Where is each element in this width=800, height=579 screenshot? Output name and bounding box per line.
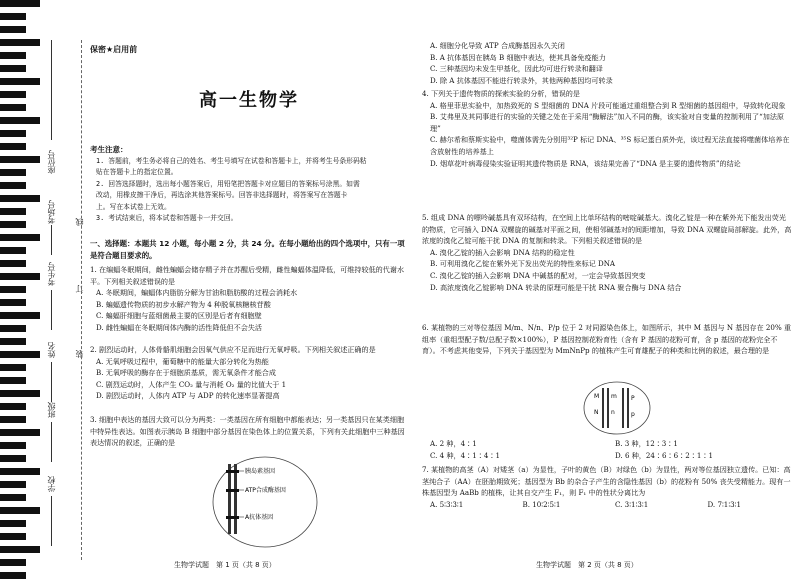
options-row <box>422 450 792 462</box>
stripe-bar <box>0 429 40 436</box>
question-1 <box>90 264 408 334</box>
exam-no-label: 考生号 <box>47 262 56 286</box>
stripe-bar <box>0 52 26 59</box>
question-stem: 7. 某植物的高茎（A）对矮茎（a）为显性，子叶的黄色（B）对绿色（b）为显性，两对等位基因独立遗传。已知：高茎纯合子（AA）在胚胎期致死；基因型为 Bb 的杂合子产生的含隐性基因（b）的花粉有 50% 丧失受精能力。现有一株基因型为 AaBb 的植株，让其自交产生 F₁，则 F₁ 中的性状分离比为 <box>422 465 791 498</box>
cell-outline <box>584 382 650 434</box>
question-stem: 2. 剧烈运动时，人体骨骼肌细胞会因氧气供应不足而进行无氧呼吸。下列相关叙述正确的是 <box>90 345 376 354</box>
options-row <box>422 499 792 511</box>
question-4 <box>422 88 792 169</box>
option-b: B. 艾弗里及其同事进行的实验的关键之处在于采用“酶解法”加入不同的酶，该实验对自变量的控制利用了“加法原理” <box>430 112 785 133</box>
stripe-bar <box>0 78 40 85</box>
option-b: B. 无氧呼吸的酶存在于细胞质基质，需无氧条件才能合成 <box>96 368 276 378</box>
option-c: C. 三种基因均未发生甲基化，因此均可进行转录和翻译 <box>430 64 603 74</box>
question-7 <box>422 464 792 510</box>
section-heading: 一、选择题：本题共 12 小题，每小题 2 分，共 24 分。在每小题给出的四个选项中，只有一项是符合题目要求的。 <box>90 239 405 260</box>
question-6 <box>422 322 792 357</box>
stripe-bar <box>0 117 40 124</box>
binding-dashed-line <box>81 40 82 560</box>
option-c: C. 3∶1∶3∶1 <box>615 499 649 509</box>
label-antibody-gene: A抗体基因 <box>245 514 274 521</box>
stripe-bar <box>0 312 40 319</box>
class-line <box>51 422 52 462</box>
gene-band-2 <box>226 489 239 492</box>
bind-char-xian: 线 <box>75 218 84 226</box>
room-no-label: 考场号 <box>47 200 56 224</box>
question-stem: 3. 细胞中表达的基因大致可以分为两类：一类基因在所有细胞中都能表达；另一类基因只在某类细胞中特异性表达。如图表示胰岛 B 细胞中部分基因在染色体上的位置关系，下列有关此细胞中三种基因表达情况的叙述，正确的是 <box>90 415 405 448</box>
option-c: C. 4 种，4∶1∶4∶1 <box>430 450 500 460</box>
question-stem: 1. 在编蝠冬眠期间，雌性蝙蝠会储存精子并在苏醒后受精，雌性蝙蝠体温降低，可维持较低的代谢水平。下列相关叙述错误的是 <box>90 265 405 286</box>
option-b: B. 可利用溴化乙锭在紫外光下发出荧光的特性来标记 DNA <box>430 259 616 269</box>
option-a: A. 2 种，4∶1 <box>430 439 477 448</box>
stripe-bar <box>0 390 40 397</box>
stripe-bar <box>0 273 40 280</box>
notice-list <box>96 156 406 224</box>
option-c: C. 赫尔希和蔡斯实验中，噬菌体需先分别用³²P 标记 DNA、³⁵S 标记蛋白质外壳，该过程无法直接将噬菌体培养在含放射性的培养基上 <box>430 135 790 156</box>
option-d: D. 7∶1∶3∶1 <box>707 499 742 509</box>
option-d: D. 烟草花叶病毒侵染实验证明其遗传物质是 RNA，该结果完善了“DNA 是主要的遗传物质”的结论 <box>430 158 741 168</box>
question-3 <box>90 414 408 449</box>
option-d: D. 除 A 抗体基因不能进行转录外，其他两种基因均可转录 <box>430 75 613 85</box>
chromosome-figure <box>210 454 320 550</box>
option-d: D. 雌性蝙蝠在冬眠期间体内酶的活性降低但不会失活 <box>96 322 263 332</box>
stripe-bar <box>0 520 26 527</box>
name-line <box>51 362 52 402</box>
page-footer: 生物学试题 第 1 页（共 8 页） <box>174 561 276 569</box>
stripe-bar <box>0 494 26 501</box>
stripe-bar <box>0 507 40 514</box>
stripe-bar <box>0 416 26 423</box>
option-b: B. A 抗体基因在胰岛 B 细胞中表达，使其具备免疫能力 <box>430 52 606 62</box>
stripe-bar <box>0 559 26 566</box>
label-gene-P: P <box>631 395 635 402</box>
confidential-mark: 保密★启用前 <box>90 45 138 54</box>
exam-title: 高一生物学 <box>199 90 299 111</box>
chromosome-2a <box>622 388 624 428</box>
stripe-bar <box>0 403 26 410</box>
stripe-bar <box>0 208 26 215</box>
school-label: 学校 <box>47 476 56 492</box>
stripe-bar <box>0 455 26 462</box>
option-a: A. 冬眠期间，蝙蝠体内脂肪分解为甘油和脂肪酸的过程会消耗水 <box>96 288 298 298</box>
label-gene-N: N <box>594 409 599 416</box>
bind-char-zhuang: 装 <box>75 350 84 358</box>
label-atp-gene: ATP合成酶基因 <box>245 487 286 494</box>
stripe-bar <box>0 364 26 371</box>
option-b: B. 10∶2∶5∶1 <box>522 499 561 509</box>
gene-band-1 <box>226 470 239 473</box>
notice-line: 改动，用橡皮擦干净后，再选涂其他答案标号。回答非选择题时，将答案写在答题卡 <box>96 191 348 200</box>
stripe-bar <box>0 377 26 384</box>
binding-info <box>44 0 86 579</box>
option-c: C. 溴化乙锭的插入会影响 DNA 中碱基的配对，一定会导致基因突变 <box>430 270 646 280</box>
seat-no-line <box>51 40 52 140</box>
chromosome-1a <box>602 388 604 428</box>
stripe-bar <box>0 481 26 488</box>
chromosome-2b <box>627 388 629 428</box>
label-gene-n: n <box>611 409 615 416</box>
stripe-bar <box>0 104 26 111</box>
stripe-bar <box>0 546 40 553</box>
stripe-bar <box>0 286 26 293</box>
notice-line: 贴在答题卡上的指定位置。 <box>96 168 178 177</box>
stripe-bar <box>0 130 26 137</box>
option-a: A. 格里菲思实验中，加热致死的 S 型细菌的 DNA 片段可能通过重组整合到 R 型细菌的基因组中，导致转化现象 <box>430 100 786 110</box>
notice-line: 2. 回答选择题时，选出每小题答案后，用铅笔把答题卡对应题目的答案标号涂黑。如需 <box>96 179 360 188</box>
option-d: D. 6 种，24∶6∶6∶2∶1∶1 <box>615 450 713 460</box>
chromosome-1b <box>607 388 609 428</box>
chromosome-right <box>234 464 237 534</box>
stripe-bar <box>0 156 40 163</box>
binding-strip <box>0 0 40 579</box>
stripe-bar <box>0 143 26 150</box>
stripe-bar <box>0 221 26 228</box>
stripe-bar <box>0 182 26 189</box>
class-label: 班级 <box>47 402 56 418</box>
options-row <box>422 438 792 450</box>
stripe-bar <box>0 260 26 267</box>
stripe-bar <box>0 13 26 20</box>
option-d: D. 高浓度溴化乙锭影响 DNA 转录的原理可能是干扰 RNA 聚合酶与 DNA 结合 <box>430 282 682 292</box>
stripe-bar <box>0 325 26 332</box>
option-b: B. 蝙蝠遗传物质的初步水解产物为 4 种脱氧核糖核苷酸 <box>96 299 271 309</box>
stripe-bar <box>0 247 26 254</box>
question-2 <box>90 344 408 402</box>
option-a: A. 溴化乙锭的插入会影响 DNA 结构的稳定性 <box>430 247 575 257</box>
name-label: 姓名 <box>47 342 56 358</box>
stripe-bar <box>0 442 26 449</box>
stripe-bar <box>0 299 26 306</box>
stripe-bar <box>0 26 26 33</box>
stripe-bar <box>0 0 40 7</box>
stripe-bar <box>0 169 26 176</box>
school-line <box>51 496 52 546</box>
gene-band-3 <box>226 516 239 519</box>
label-gene-p: p <box>631 411 635 418</box>
option-a: A. 5∶3∶3∶1 <box>430 499 464 509</box>
notice-line: 上。写在本试卷上无效。 <box>96 202 171 211</box>
stripe-bar <box>0 572 26 579</box>
question-stem: 5. 组成 DNA 的嘌呤碱基具有双环结构，在空间上比单环结构的嘧啶碱基大。溴化乙锭是一种在紫外光下能发出荧光的物质，它可插入 DNA 双螺旋的碱基对平面之间，使相邻碱基对的间距增加，导致 DNA 双螺旋局部解旋。此外，高浓度的溴化乙锭可能干扰 DNA 的复制和转录。下列相关叙述错误的是 <box>422 213 792 246</box>
chromosome-figure-2 <box>582 380 652 436</box>
chromosome-left <box>228 464 231 534</box>
exam-no-line <box>51 290 52 330</box>
exam-page-2 <box>422 0 792 579</box>
stripe-bar <box>0 351 40 358</box>
label-gene-m: m <box>611 393 617 400</box>
stripe-bar <box>0 234 40 241</box>
stripe-bar <box>0 65 26 72</box>
page-footer: 生物学试题 第 2 页（共 8 页） <box>536 561 638 569</box>
stripe-bar <box>0 533 26 540</box>
option-c: C. 蝙蝠肝细胞与蓝细菌最主要的区别是后者有细胞壁 <box>96 311 262 321</box>
exam-page-1 <box>90 0 408 579</box>
stripe-bar <box>0 39 40 46</box>
question-stem: 6. 某植物的三对等位基因 M/m、N/n、P/p 位于 2 对同源染色体上，如图所示，其中 M 基因与 N 基因存在 20% 重组率（重组型配子数/总配子数×100%），P 基因控制花粉育性（含有 P 基因的花粉可育，含 p 基因的花粉完全不育）。不考虑其他变异，下列关于基因型为 MmNnPp 的植株产生可育雄配子的种类和比例的叙述，最合理的是 <box>422 323 792 356</box>
stripe-bar <box>0 195 40 202</box>
option-b: B. 3 种，12∶3∶1 <box>615 439 678 448</box>
notice-line: 3. 考试结束后，将本试卷和答题卡一并交回。 <box>96 214 238 223</box>
notice-line: 1. 答题前，考生务必将自己的姓名、考生号填写在试卷和答题卡上，并将考生号条形码粘 <box>96 157 367 165</box>
option-a: A. 无氧呼吸过程中，葡萄糖中的能量大部分转化为热能 <box>96 356 269 366</box>
label-gene-M: M <box>594 393 600 400</box>
stripe-bar <box>0 468 40 475</box>
bind-char-ding: 订 <box>75 285 84 293</box>
stripe-bar <box>0 91 26 98</box>
question-3-options <box>422 40 792 86</box>
label-insulin-gene: 胰岛素基因 <box>245 468 276 475</box>
stripe-bar <box>0 338 26 345</box>
option-a: A. 细胞分化导致 ATP 合成酶基因永久关闭 <box>430 41 565 50</box>
option-d: D. 剧烈运动时，人体内 ATP 与 ADP 的转化速率显著提高 <box>96 391 280 401</box>
question-5 <box>422 212 792 293</box>
question-6-options <box>422 438 792 461</box>
room-no-line <box>51 225 52 255</box>
notice-heading: 考生注意： <box>90 145 128 154</box>
seat-no-label: 座位号 <box>47 150 56 174</box>
option-c: C. 剧烈运动时，人体产生 CO₂ 量与消耗 O₂ 量的比值大于 1 <box>96 379 287 389</box>
question-stem: 4. 下列关于遗传物质的探索实验的分析，错误的是 <box>422 89 580 98</box>
